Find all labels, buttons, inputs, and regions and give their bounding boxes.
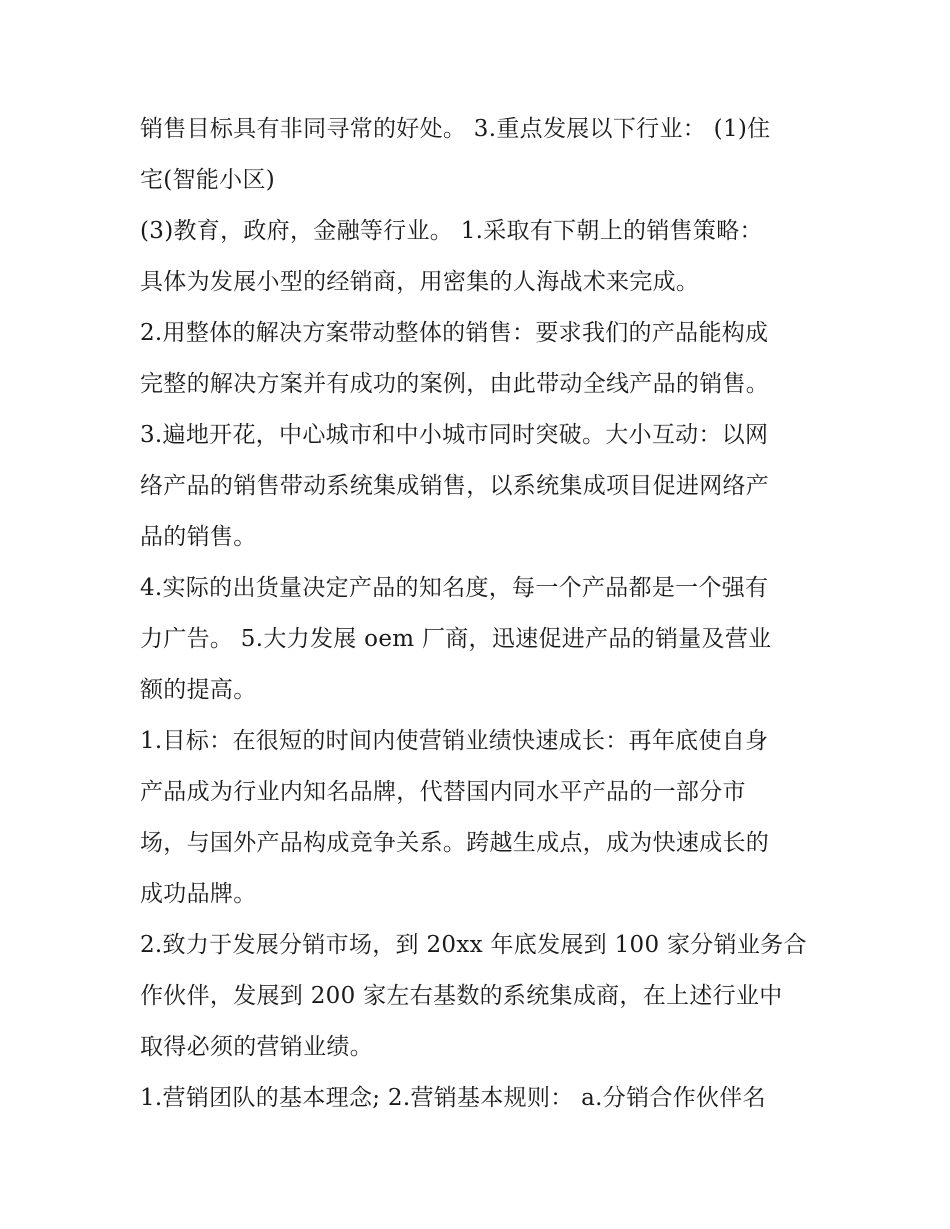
text-line: 1.营销团队的基本理念; 2.营销基本规则： a.分销合作伙伴名 xyxy=(140,1085,766,1111)
text-line: 4.实际的出货量决定产品的知名度，每一个产品都是一个强有 xyxy=(140,575,769,601)
text-line: 2.致力于发展分销市场，到 20xx 年底发展到 100 家分销业务合 xyxy=(140,932,807,958)
text-line: 3.遍地开花，中心城市和中小城市同时突破。大小互动：以网 xyxy=(140,422,769,448)
text-line: 宅(智能小区) xyxy=(140,167,276,193)
text-line: 力广告。 5.大力发展 oem 厂商，迅速促进产品的销量及营业 xyxy=(140,626,772,652)
text-line: 成功品牌。 xyxy=(140,881,257,907)
text-line: (3)教育，政府，金融等行业。 1.采取有下朝上的销售策略： xyxy=(140,218,763,244)
text-line: 1.目标：在很短的时间内使营销业绩快速成长：再年底使自身 xyxy=(140,728,769,754)
text-line: 场，与国外产品构成竞争关系。跨越生成点，成为快速成长的 xyxy=(140,830,770,856)
text-line: 完整的解决方案并有成功的案例，由此带动全线产品的销售。 xyxy=(140,371,770,397)
text-line: 品的销售。 xyxy=(140,524,257,550)
text-line: 产品成为行业内知名品牌，代替国内同水平产品的一部分市 xyxy=(140,779,746,805)
text-line: 额的提高。 xyxy=(140,677,257,703)
text-line: 销售目标具有非同寻常的好处。 3.重点发展以下行业： (1)住 xyxy=(140,116,771,142)
text-line: 作伙伴，发展到 200 家左右基数的系统集成商，在上述行业中 xyxy=(140,983,783,1009)
document-body xyxy=(140,104,820,1124)
text-line: 取得必须的营销业绩。 xyxy=(140,1034,373,1060)
text-line: 2.用整体的解决方案带动整体的销售：要求我们的产品能构成 xyxy=(140,320,769,346)
text-line: 络产品的销售带动系统集成销售，以系统集成项目促进网络产 xyxy=(140,473,770,499)
text-line: 具体为发展小型的经销商，用密集的人海战术来完成。 xyxy=(140,269,700,295)
